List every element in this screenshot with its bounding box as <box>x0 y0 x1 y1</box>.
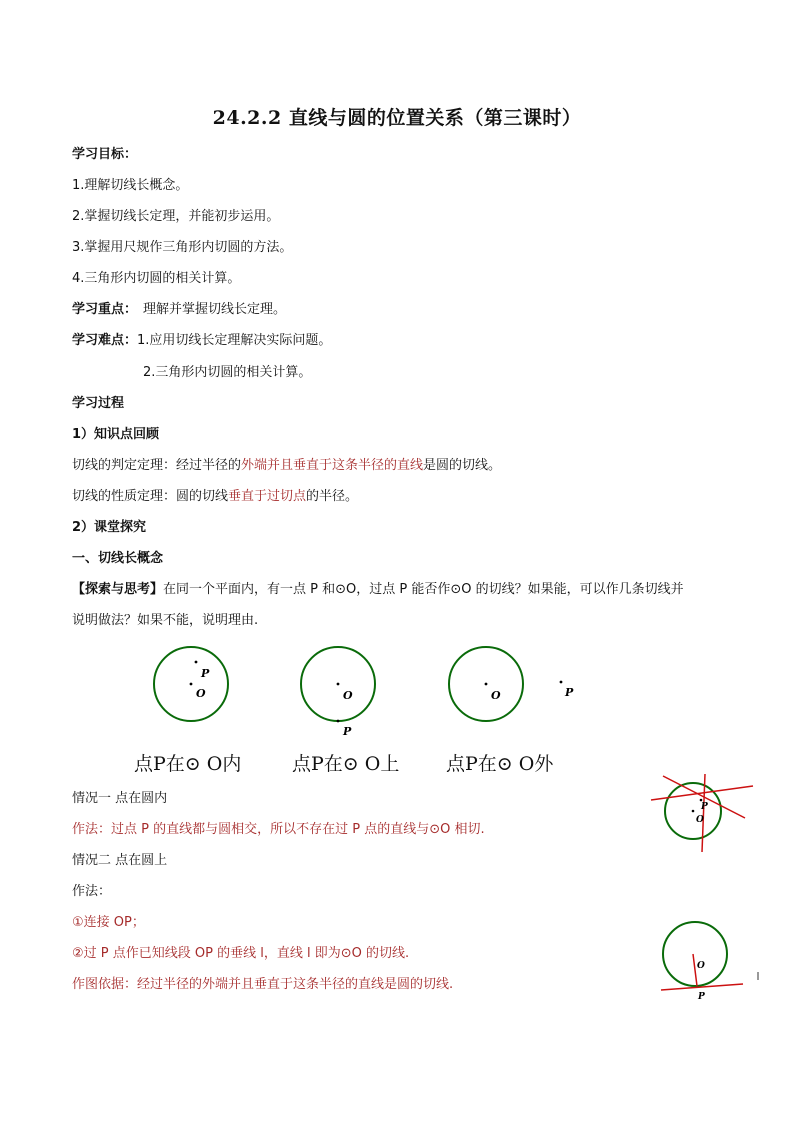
objectives-heading: 学习目标： <box>72 147 138 162</box>
tangent-criterion-highlight: 外端并且垂直于这条半径的直线 <box>241 458 424 473</box>
label-p: P <box>343 725 352 738</box>
case2-title: 情况二 点在圆上 <box>72 853 168 868</box>
difficulty <box>72 332 331 350</box>
label-p: P <box>201 667 210 680</box>
label-p: P <box>565 686 574 699</box>
explore-question-line1: 在同一个平面内，有一点 P 和⊙O，过点 P 能否作⊙O 的切线？如果能，可以作几条切线并 <box>163 582 684 597</box>
figure-outside <box>449 647 574 721</box>
label-o: O <box>196 687 206 700</box>
tangent-property-highlight: 垂直于过切点 <box>228 489 307 504</box>
case2-method-label: 作法： <box>72 884 112 899</box>
caption-outside: 点P在⊙ O外 <box>446 753 554 775</box>
difficulty-item-1: 1.应用切线长定理解决实际问题。 <box>137 333 332 348</box>
key-point-label: 学习重点： <box>72 302 138 317</box>
caption-inside: 点P在⊙ O内 <box>134 753 242 775</box>
difficulty-item-2: 2.三角形内切圆的相关计算。 <box>143 365 312 380</box>
tangent-property <box>72 488 358 506</box>
center-o-dot <box>190 683 193 686</box>
case1-title: 情况一 点在圆内 <box>72 791 168 806</box>
label-o: O <box>343 689 353 702</box>
objective-item-1: 1.理解切线长概念。 <box>72 178 189 193</box>
point-p-dot <box>700 799 703 802</box>
secant-line-1 <box>651 786 753 800</box>
caption-on: 点P在⊙ O上 <box>292 753 400 775</box>
point-p-dot <box>195 661 198 664</box>
center-o-dot <box>485 683 488 686</box>
label-o: O <box>697 961 705 971</box>
label-o: O <box>696 815 704 825</box>
center-o-dot <box>337 683 340 686</box>
point-p-dot <box>560 681 563 684</box>
explore-bracket: 【探索与思考】 <box>72 582 164 597</box>
tangent-criterion <box>72 457 501 475</box>
case1-figure <box>645 770 760 855</box>
tangent-property-a: 切线的性质定理：圆的切线 <box>72 489 229 504</box>
objective-item-3: 3.掌握用尺规作三角形内切圆的方法。 <box>72 240 293 255</box>
center-o-dot <box>692 810 695 813</box>
position-figures <box>140 640 600 740</box>
figure-on <box>301 647 375 738</box>
objective-item-2: 2.掌握切线长定理，并能初步运用。 <box>72 209 280 224</box>
review-heading: 1）知识点回顾 <box>72 427 160 442</box>
case2-step-1: ①连接 OP； <box>72 915 145 930</box>
process-heading: 学习过程 <box>72 396 125 411</box>
difficulty-label: 学习难点： <box>72 333 138 348</box>
point-p-dot <box>337 720 340 723</box>
page-title: 24.2.2 直线与圆的位置关系（第三课时） <box>212 107 582 129</box>
case1-method: 作法：过点 P 的直线都与圆相交，所以不存在过 P 点的直线与⊙O 相切. <box>72 822 485 837</box>
explore-question-line2: 说明做法？如果不能，说明理由. <box>72 613 259 628</box>
case2-basis: 作图依据：经过半径的外端并且垂直于这条半径的直线是圆的切线. <box>72 977 454 992</box>
circle <box>663 922 727 986</box>
case2-figure <box>655 918 765 1006</box>
objective-item-4: 4.三角形内切圆的相关计算。 <box>72 271 241 286</box>
tangent-property-c: 的半径。 <box>306 489 359 504</box>
label-o: O <box>491 689 501 702</box>
tangent-criterion-a: 切线的判定定理：经过半径的 <box>72 458 242 473</box>
section-title: 一、切线长概念 <box>72 551 164 566</box>
key-point <box>72 301 286 319</box>
explore-question <box>72 581 684 599</box>
case2-step-2: ②过 P 点作已知线段 OP 的垂线 l，直线 l 即为⊙O 的切线. <box>72 946 410 961</box>
label-p: P <box>701 802 708 812</box>
key-point-text: 理解并掌握切线长定理。 <box>143 302 287 317</box>
figure-inside <box>154 647 228 721</box>
tangent-criterion-c: 是圆的切线。 <box>423 458 502 473</box>
explore-heading: 2）课堂探究 <box>72 520 147 535</box>
label-p: P <box>698 992 705 1002</box>
